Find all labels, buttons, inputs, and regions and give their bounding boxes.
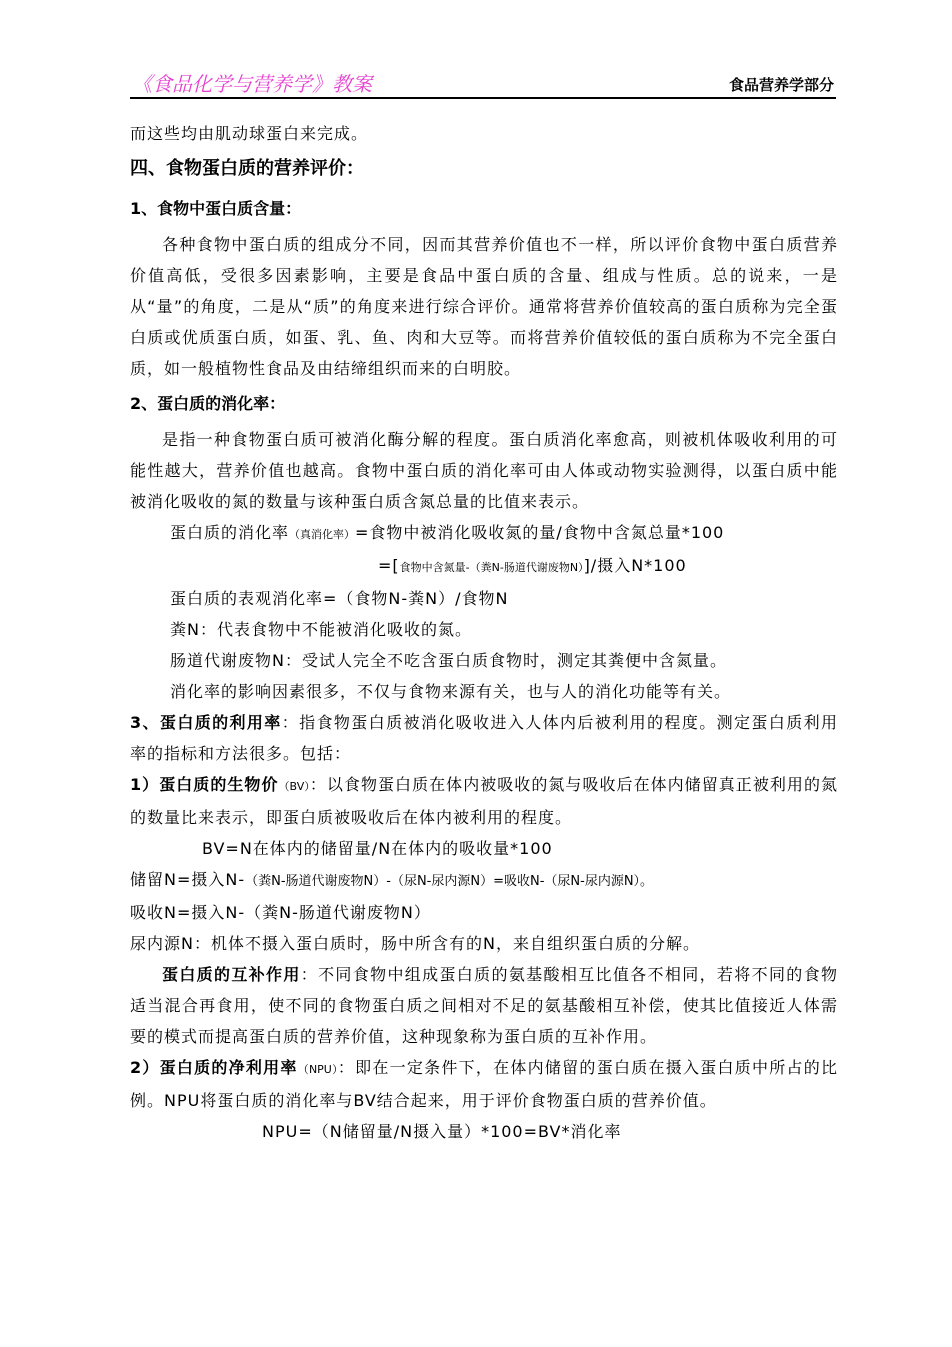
definition-endogenous-urinary-n: 尿内源N：机体不摄入蛋白质时，肠中所含有的N，来自组织蛋白质的分解。 bbox=[130, 934, 700, 953]
paragraph-continuation: 而这些均由肌动球蛋白来完成。 bbox=[130, 124, 369, 143]
formula-bv: BV=N在体内的储留量/N在体内的吸收量*100 bbox=[202, 839, 553, 858]
header-section: 食品营养学部分 bbox=[728, 76, 834, 94]
formula-absorbed-n: 吸收N=摄入N-（粪N-肠道代谢废物N） bbox=[130, 903, 431, 922]
formula-npu: NPU=（N储留量/N摄入量）*100=BV*消化率 bbox=[262, 1122, 622, 1141]
section-heading: 四、食物蛋白质的营养评价： bbox=[130, 158, 364, 179]
paragraph-npu: 2）蛋白质的净利用率（NPU）：即在一定条件下，在体内储留的蛋白质在摄入蛋白质中所占的比例。NPU将蛋白质的消化率与BV结合起来，用于评价食物蛋白质的营养价值。 bbox=[130, 1058, 838, 1110]
header-title: 《食品化学与营养学》教案 bbox=[132, 72, 372, 96]
paragraph-complementary-action: 蛋白质的互补作用：不同食物中组成蛋白质的氨基酸相互比值各不相同，若将不同的食物适当混合再食用，使不同的食物蛋白质之间相对不足的氨基酸相互补偿，使其比值接近人体需要的模式而提高蛋白质的营养价值，这种现象称为蛋白质的互补作用。 bbox=[130, 965, 838, 1046]
formula-retained-n: 储留N=摄入N-（粪N-肠道代谢废物N）-（尿N-尿内源N）=吸收N-（尿N-尿内源N）。 bbox=[130, 870, 654, 889]
paragraph-protein-content: 各种食物中蛋白质的组成分不同，因而其营养价值也不一样，所以评价食物中蛋白质营养价值高低，受很多因素影响，主要是食品中蛋白质的含量、组成与性质。总的说来，一是从“量”的角度，二是从“质”的角度来进行综合评价。通常将营养价值较高的蛋白质称为完全蛋白质或优质蛋白质，如蛋、乳、鱼、肉和大豆等。而将营养价值较低的蛋白质称为不完全蛋白质，如一般植物性食品及由结缔组织而来的白明胶。 bbox=[130, 235, 838, 378]
document-body bbox=[130, 118, 838, 1147]
paragraph-utilization: 3、蛋白质的利用率：指食物蛋白质被消化吸收进入人体内后被利用的程度。测定蛋白质利用率的指标和方法很多。包括： bbox=[130, 713, 838, 763]
paragraph-digestibility: 是指一种食物蛋白质可被消化酶分解的程度。蛋白质消化率愈高，则被机体吸收利用的可能性越大，营养价值也越高。食物中蛋白质的消化率可由人体或动物实验测得，以蛋白质中能被消化吸收的氮的数量与该种蛋白质含氮总量的比值来表示。 bbox=[130, 430, 838, 511]
formula-apparent-digestibility: 蛋白质的表观消化率=（食物N-粪N）/食物N bbox=[170, 589, 509, 608]
header-rule bbox=[130, 97, 836, 99]
formula-true-digestibility-expanded: =[食物中含氮量-（粪N-肠道代谢废物N）]/摄入N*100 bbox=[378, 556, 687, 575]
note-digestibility-factors: 消化率的影响因素很多，不仅与食物来源有关，也与人的消化功能等有关。 bbox=[170, 682, 732, 701]
subheading-protein-content: 1、食物中蛋白质含量： bbox=[130, 199, 302, 218]
definition-metabolic-n: 肠道代谢废物N：受试人完全不吃含蛋白质食物时，测定其粪便中含氮量。 bbox=[170, 651, 727, 670]
subheading-digestibility: 2、蛋白质的消化率： bbox=[130, 394, 286, 413]
formula-true-digestibility: 蛋白质的消化率（真消化率）=食物中被消化吸收氮的量/食物中含氮总量*100 bbox=[170, 523, 725, 542]
definition-fecal-n: 粪N：代表食物中不能被消化吸收的氮。 bbox=[170, 620, 472, 639]
paragraph-biological-value: 1）蛋白质的生物价（BV）：以食物蛋白质在体内被吸收的氮与吸收后在体内储留真正被利用的氮的数量比来表示，即蛋白质被吸收后在体内被利用的程度。 bbox=[130, 775, 838, 827]
